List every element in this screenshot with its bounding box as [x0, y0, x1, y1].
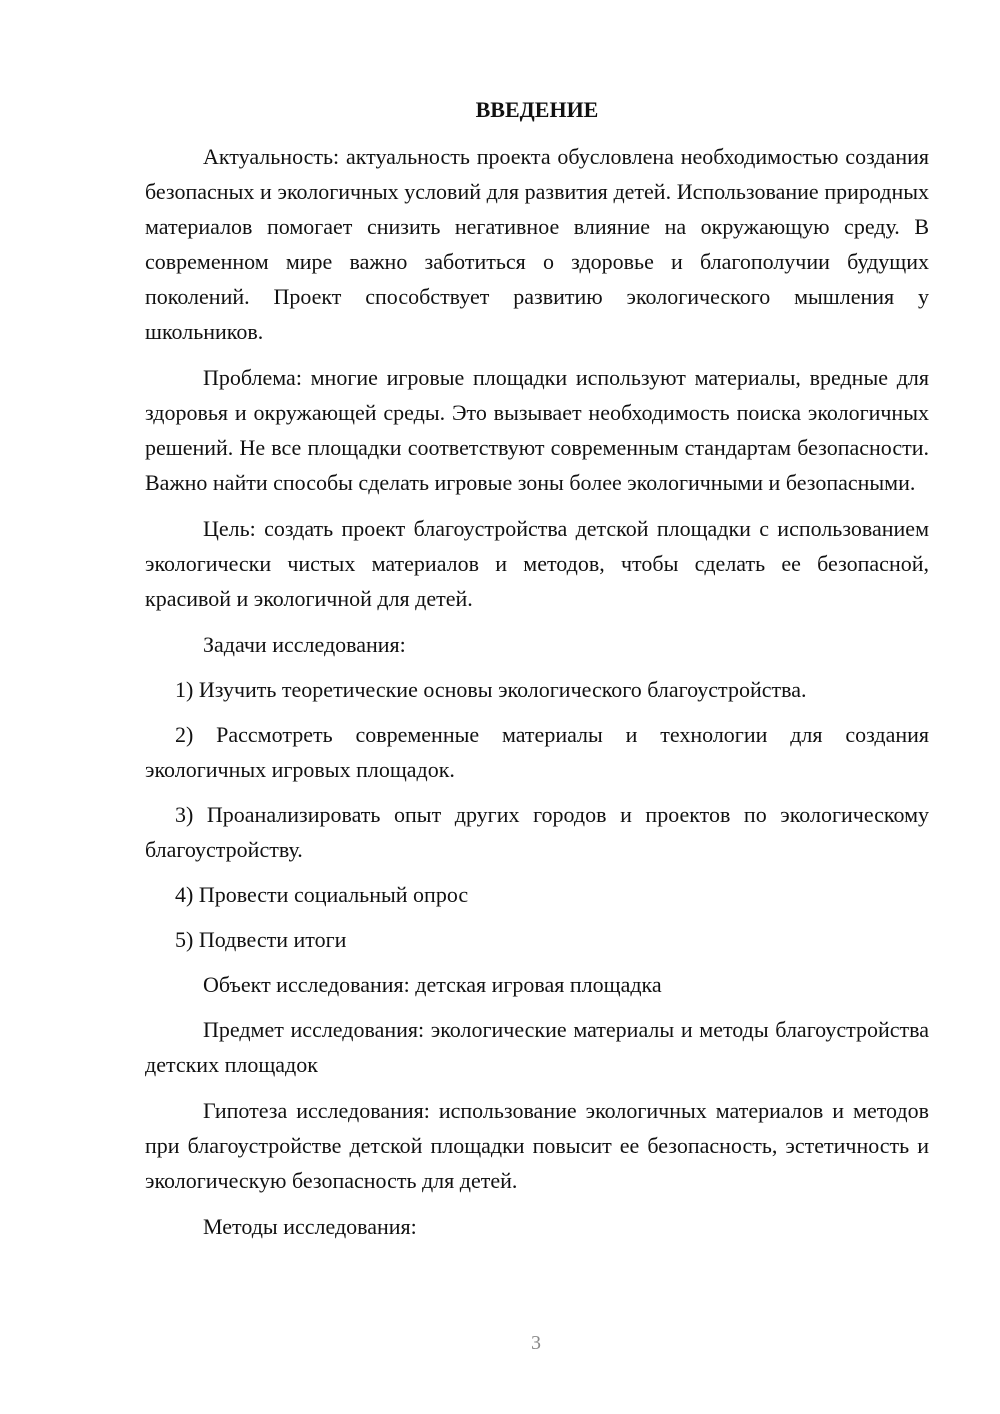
- object-paragraph: Объект исследования: детская игровая площадка: [203, 972, 662, 997]
- subject-paragraph: Предмет исследования: экологические материалы и методы благоустройства детских площадок: [145, 1017, 929, 1077]
- task-item: 5) Подвести итоги: [175, 927, 347, 952]
- task-item: 3) Проанализировать опыт других городов и проектов по экологическому благоустройству.: [145, 802, 929, 862]
- problem-paragraph: Проблема: многие игровые площадки используют материалы, вредные для здоровья и окружающей среды. Это вызывает необходимость поиска экологичных решений. Не все площадки соответствуют современным стандартам безопасности. Важно найти способы сделать игровые зоны более экологичными и безопасными.: [145, 365, 929, 495]
- relevance-paragraph: Актуальность: актуальность проекта обусловлена необходимостью создания безопасных и экологичных условий для развития детей. Использование природных материалов помогает снизить негативное влияние на окружающую среду. В современном мире важно заботиться о здоровье и благополучии будущих поколений. Проект способствует развитию экологического мышления у школьников.: [145, 144, 929, 344]
- page-content: [145, 95, 929, 1254]
- goal-paragraph: Цель: создать проект благоустройства детской площадки с использованием экологически чистых материалов и методов, чтобы сделать ее безопасной, красивой и экологичной для детей.: [145, 516, 929, 611]
- task-item: 1) Изучить теоретические основы экологического благоустройства.: [175, 677, 807, 702]
- section-title: ВВЕДЕНИЕ: [475, 97, 599, 122]
- hypothesis-paragraph: Гипотеза исследования: использование экологичных материалов и методов при благоустройстве детской площадки повысит ее безопасность, эстетичность и экологическую безопасность для детей.: [145, 1098, 929, 1193]
- task-item: 2) Рассмотреть современные материалы и технологии для создания экологичных игровых площадок.: [145, 722, 929, 782]
- tasks-heading: Задачи исследования:: [203, 632, 406, 657]
- task-item: 4) Провести социальный опрос: [175, 882, 469, 907]
- methods-heading: Методы исследования:: [203, 1214, 417, 1239]
- page-number: 3: [531, 1332, 541, 1354]
